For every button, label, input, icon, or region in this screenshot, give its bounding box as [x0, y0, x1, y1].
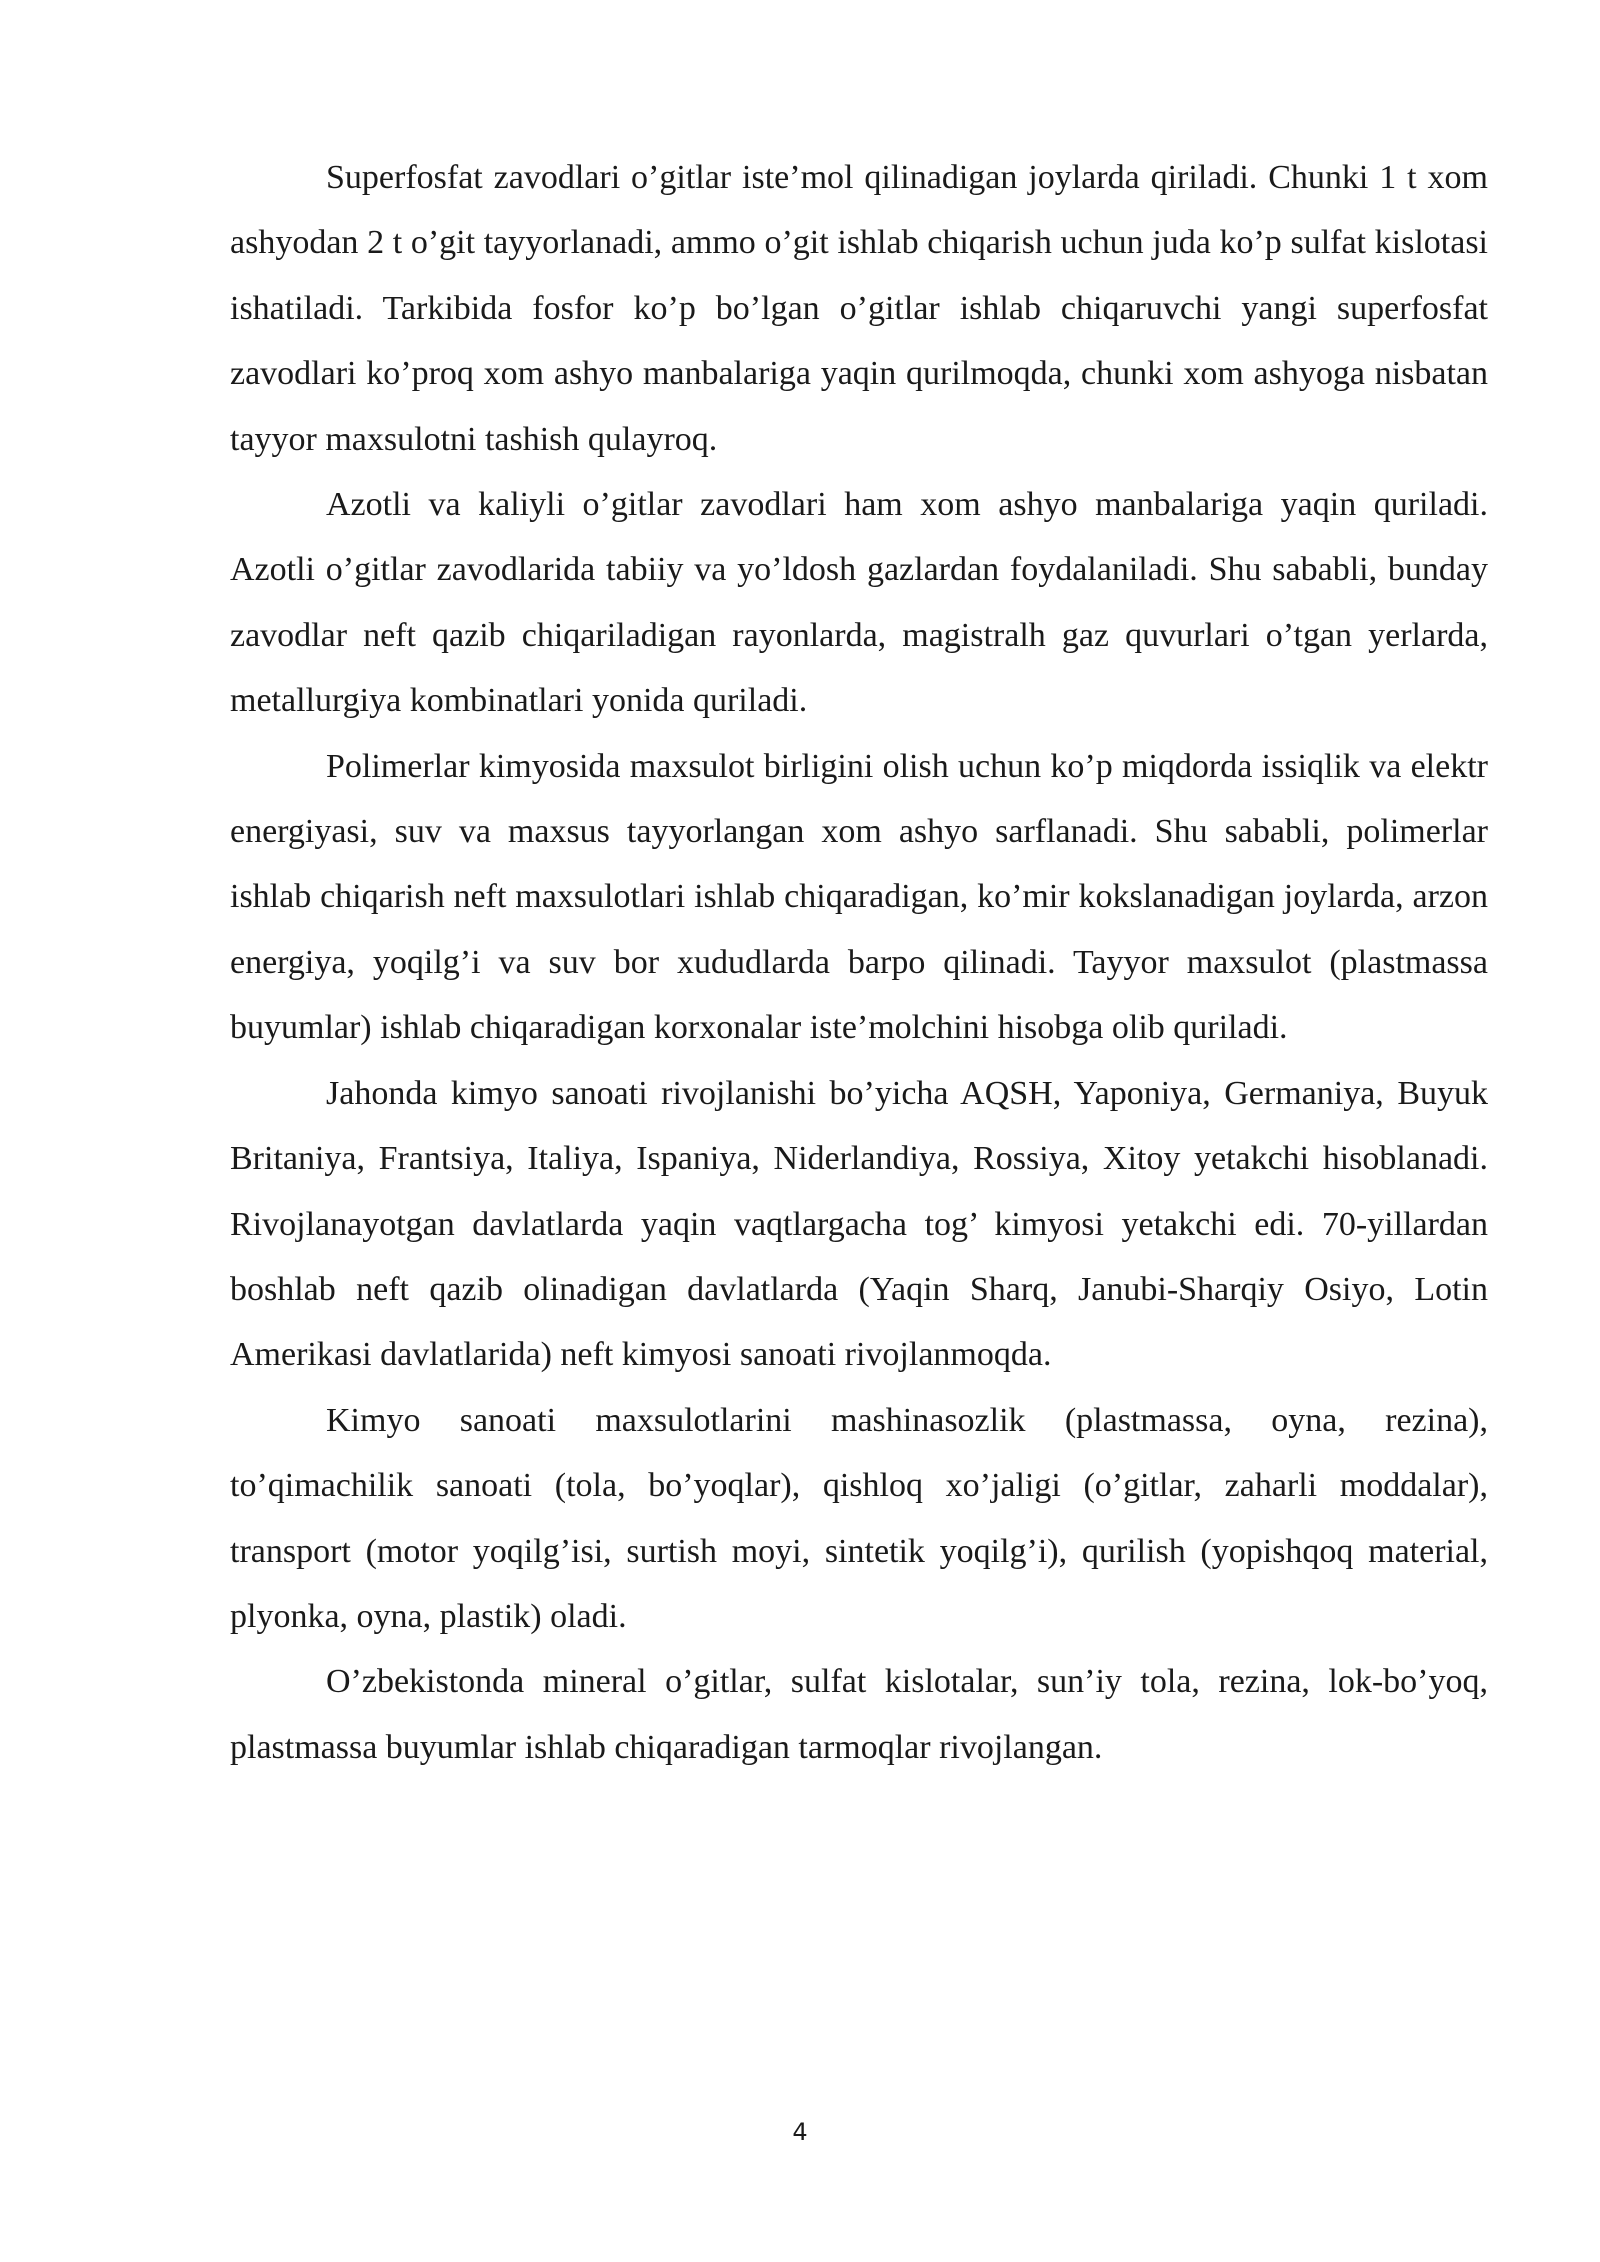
paragraph-ozbekistonda: O’zbekistonda mineral o’gitlar, sulfat kislotalar, sun’iy tola, rezina, lok-bo’yoq, plastmassa buyumlar ishlab chiqaradigan tarmoqlar rivojlangan. — [230, 1663, 1488, 1766]
page-number: 4 — [792, 2118, 808, 2146]
paragraph-jahonda: Jahonda kimyo sanoati rivojlanishi bo’yicha AQSH, Yaponiya, Germaniya, Buyuk Britaniya, Frantsiya, Italiya, Ispaniya, Niderlandiya, Rossiya, Xitoy yetakchi hisoblanadi. Rivojlanayotgan davlatlarda yaqin vaqtlargacha tog’ kimyosi yetakchi edi. 70-yillardan boshlab neft qazib olinadigan davlatlarda (Yaqin Sharq, Janubi-Sharqiy Osiyo, Lotin Amerikasi davlatlarida) neft kimyosi sanoati rivojlanmoqda. — [230, 1074, 1488, 1374]
paragraph-kimyo-sanoati: Kimyo sanoati maxsulotlarini mashinasozlik (plastmassa, oyna, rezina), to’qimachilik sanoati (tola, bo’yoqlar), qishloq xo’jaligi (o’gitlar, zaharli moddalar), transport (motor yoqilg’isi, surtish moyi, sintetik yoqilg’i), qurilish (yopishqoq material, plyonka, oyna, plastik) oladi. — [230, 1401, 1488, 1635]
paragraph-polimerlar: Polimerlar kimyosida maxsulot birligini olish uchun ko’p miqdorda issiqlik va elektr energiyasi, suv va maxsus tayyorlangan xom ashyo sarflanadi. Shu sababli, polimerlar ishlab chiqarish neft maxsulotlari ishlab chiqaradigan, ko’mir kokslanadigan joylarda, arzon energiya, yoqilg’i va suv bor xududlarda barpo qilinadi. Tayyor maxsulot (plastmassa buyumlar) ishlab chiqaradigan korxonalar iste’molchini hisobga olib quriladi. — [230, 747, 1488, 1047]
paragraph-azotli: Azotli va kaliyli o’gitlar zavodlari ham xom ashyo manbalariga yaqin quriladi. Azotli o’gitlar zavodlarida tabiiy va yo’ldosh gazlardan foydalaniladi. Shu sababli, bunday zavodlar neft qazib chiqariladigan rayonlarda, magistralh gaz quvurlari o’tgan yerlarda, metallurgiya kombinatlari yonida quriladi. — [230, 486, 1488, 720]
document-body — [230, 145, 1488, 1780]
paragraph-superfosfat: Superfosfat zavodlari o’gitlar iste’mol qilinadigan joylarda qiriladi. Chunki 1 t xom ashyodan 2 t o’git tayyorlanadi, ammo o’git ishlab chiqarish uchun juda ko’p sulfat kislotasi ishatiladi. Tarkibida fosfor ko’p bo’lgan o’gitlar ishlab chiqaruvchi yangi superfosfat zavodlari ko’proq xom ashyo manbalariga yaqin qurilmoqda, chunki xom ashyoga nisbatan tayyor maxsulotni tashish qulayroq. — [230, 159, 1488, 458]
